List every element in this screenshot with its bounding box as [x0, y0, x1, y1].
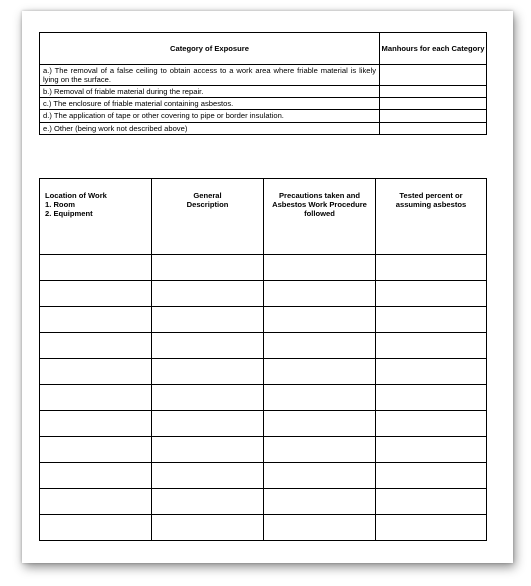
description-cell[interactable]: [152, 385, 264, 411]
description-cell[interactable]: [152, 307, 264, 333]
precautions-label: Precautions taken and Asbestos Work Procedure followed: [272, 191, 367, 219]
location-cell[interactable]: [40, 515, 152, 541]
description-cell[interactable]: [152, 463, 264, 489]
table-row: [40, 411, 487, 437]
description-cell[interactable]: [152, 255, 264, 281]
exposure-category-d: d.) The application of tape or other covering to pipe or border insulation.: [40, 110, 380, 122]
document-page: [22, 11, 513, 563]
work-record-rows: [40, 255, 487, 541]
precautions-cell[interactable]: [264, 359, 376, 385]
precautions-header: [264, 179, 376, 255]
table-row: [40, 437, 487, 463]
location-cell[interactable]: [40, 437, 152, 463]
precautions-cell[interactable]: [264, 385, 376, 411]
location-equipment-item: 2. Equipment: [45, 209, 93, 219]
precautions-cell[interactable]: [264, 307, 376, 333]
location-cell[interactable]: [40, 463, 152, 489]
description-cell[interactable]: [152, 359, 264, 385]
location-room-item: 1. Room: [45, 200, 75, 210]
tested-cell[interactable]: [376, 281, 487, 307]
location-cell[interactable]: [40, 385, 152, 411]
tested-percent-label: Tested percent or assuming asbestos: [395, 191, 467, 210]
manhours-cell-e[interactable]: [380, 122, 487, 134]
manhours-header: Manhours for each Category: [380, 33, 487, 65]
tested-cell[interactable]: [376, 489, 487, 515]
work-record-table: [39, 178, 487, 541]
description-cell[interactable]: [152, 411, 264, 437]
tested-cell[interactable]: [376, 515, 487, 541]
description-cell[interactable]: [152, 515, 264, 541]
location-cell[interactable]: [40, 333, 152, 359]
table-row: [40, 463, 487, 489]
precautions-cell[interactable]: [264, 515, 376, 541]
location-cell[interactable]: [40, 489, 152, 515]
table-row: [40, 307, 487, 333]
description-cell[interactable]: [152, 281, 264, 307]
tested-cell[interactable]: [376, 307, 487, 333]
precautions-cell[interactable]: [264, 333, 376, 359]
exposure-category-e: e.) Other (being work not described above): [40, 122, 380, 134]
description-cell[interactable]: [152, 437, 264, 463]
tested-percent-header: [376, 179, 487, 255]
manhours-cell-b[interactable]: [380, 86, 487, 98]
location-cell[interactable]: [40, 307, 152, 333]
tested-cell[interactable]: [376, 437, 487, 463]
location-cell[interactable]: [40, 255, 152, 281]
manhours-cell-c[interactable]: [380, 98, 487, 110]
location-cell[interactable]: [40, 411, 152, 437]
description-cell[interactable]: [152, 489, 264, 515]
precautions-cell[interactable]: [264, 463, 376, 489]
precautions-cell[interactable]: [264, 411, 376, 437]
table-row: [40, 255, 487, 281]
tested-cell[interactable]: [376, 463, 487, 489]
exposure-category-table: [39, 32, 487, 135]
tested-cell[interactable]: [376, 385, 487, 411]
precautions-cell[interactable]: [264, 437, 376, 463]
location-of-work-title: Location of Work: [45, 191, 107, 200]
description-cell[interactable]: [152, 333, 264, 359]
table-row: [40, 385, 487, 411]
category-of-exposure-header: Category of Exposure: [40, 33, 380, 65]
precautions-cell[interactable]: [264, 489, 376, 515]
general-description-header: [152, 179, 264, 255]
exposure-category-a: a.) The removal of a false ceiling to obtain access to a work area where friable material is likely lying on the surface.: [40, 65, 380, 86]
tested-cell[interactable]: [376, 333, 487, 359]
precautions-cell[interactable]: [264, 255, 376, 281]
table-row: [40, 489, 487, 515]
exposure-category-c: c.) The enclosure of friable material containing asbestos.: [40, 98, 380, 110]
tested-cell[interactable]: [376, 359, 487, 385]
table-row: [40, 281, 487, 307]
general-description-label: General Description: [186, 191, 229, 210]
precautions-cell[interactable]: [264, 281, 376, 307]
table-row: [40, 515, 487, 541]
tested-cell[interactable]: [376, 255, 487, 281]
location-cell[interactable]: [40, 359, 152, 385]
table-row: [40, 333, 487, 359]
table-row: [40, 359, 487, 385]
exposure-category-b: b.) Removal of friable material during the repair.: [40, 86, 380, 98]
manhours-cell-a[interactable]: [380, 65, 487, 86]
location-of-work-header: [40, 179, 152, 255]
location-cell[interactable]: [40, 281, 152, 307]
manhours-cell-d[interactable]: [380, 110, 487, 122]
tested-cell[interactable]: [376, 411, 487, 437]
